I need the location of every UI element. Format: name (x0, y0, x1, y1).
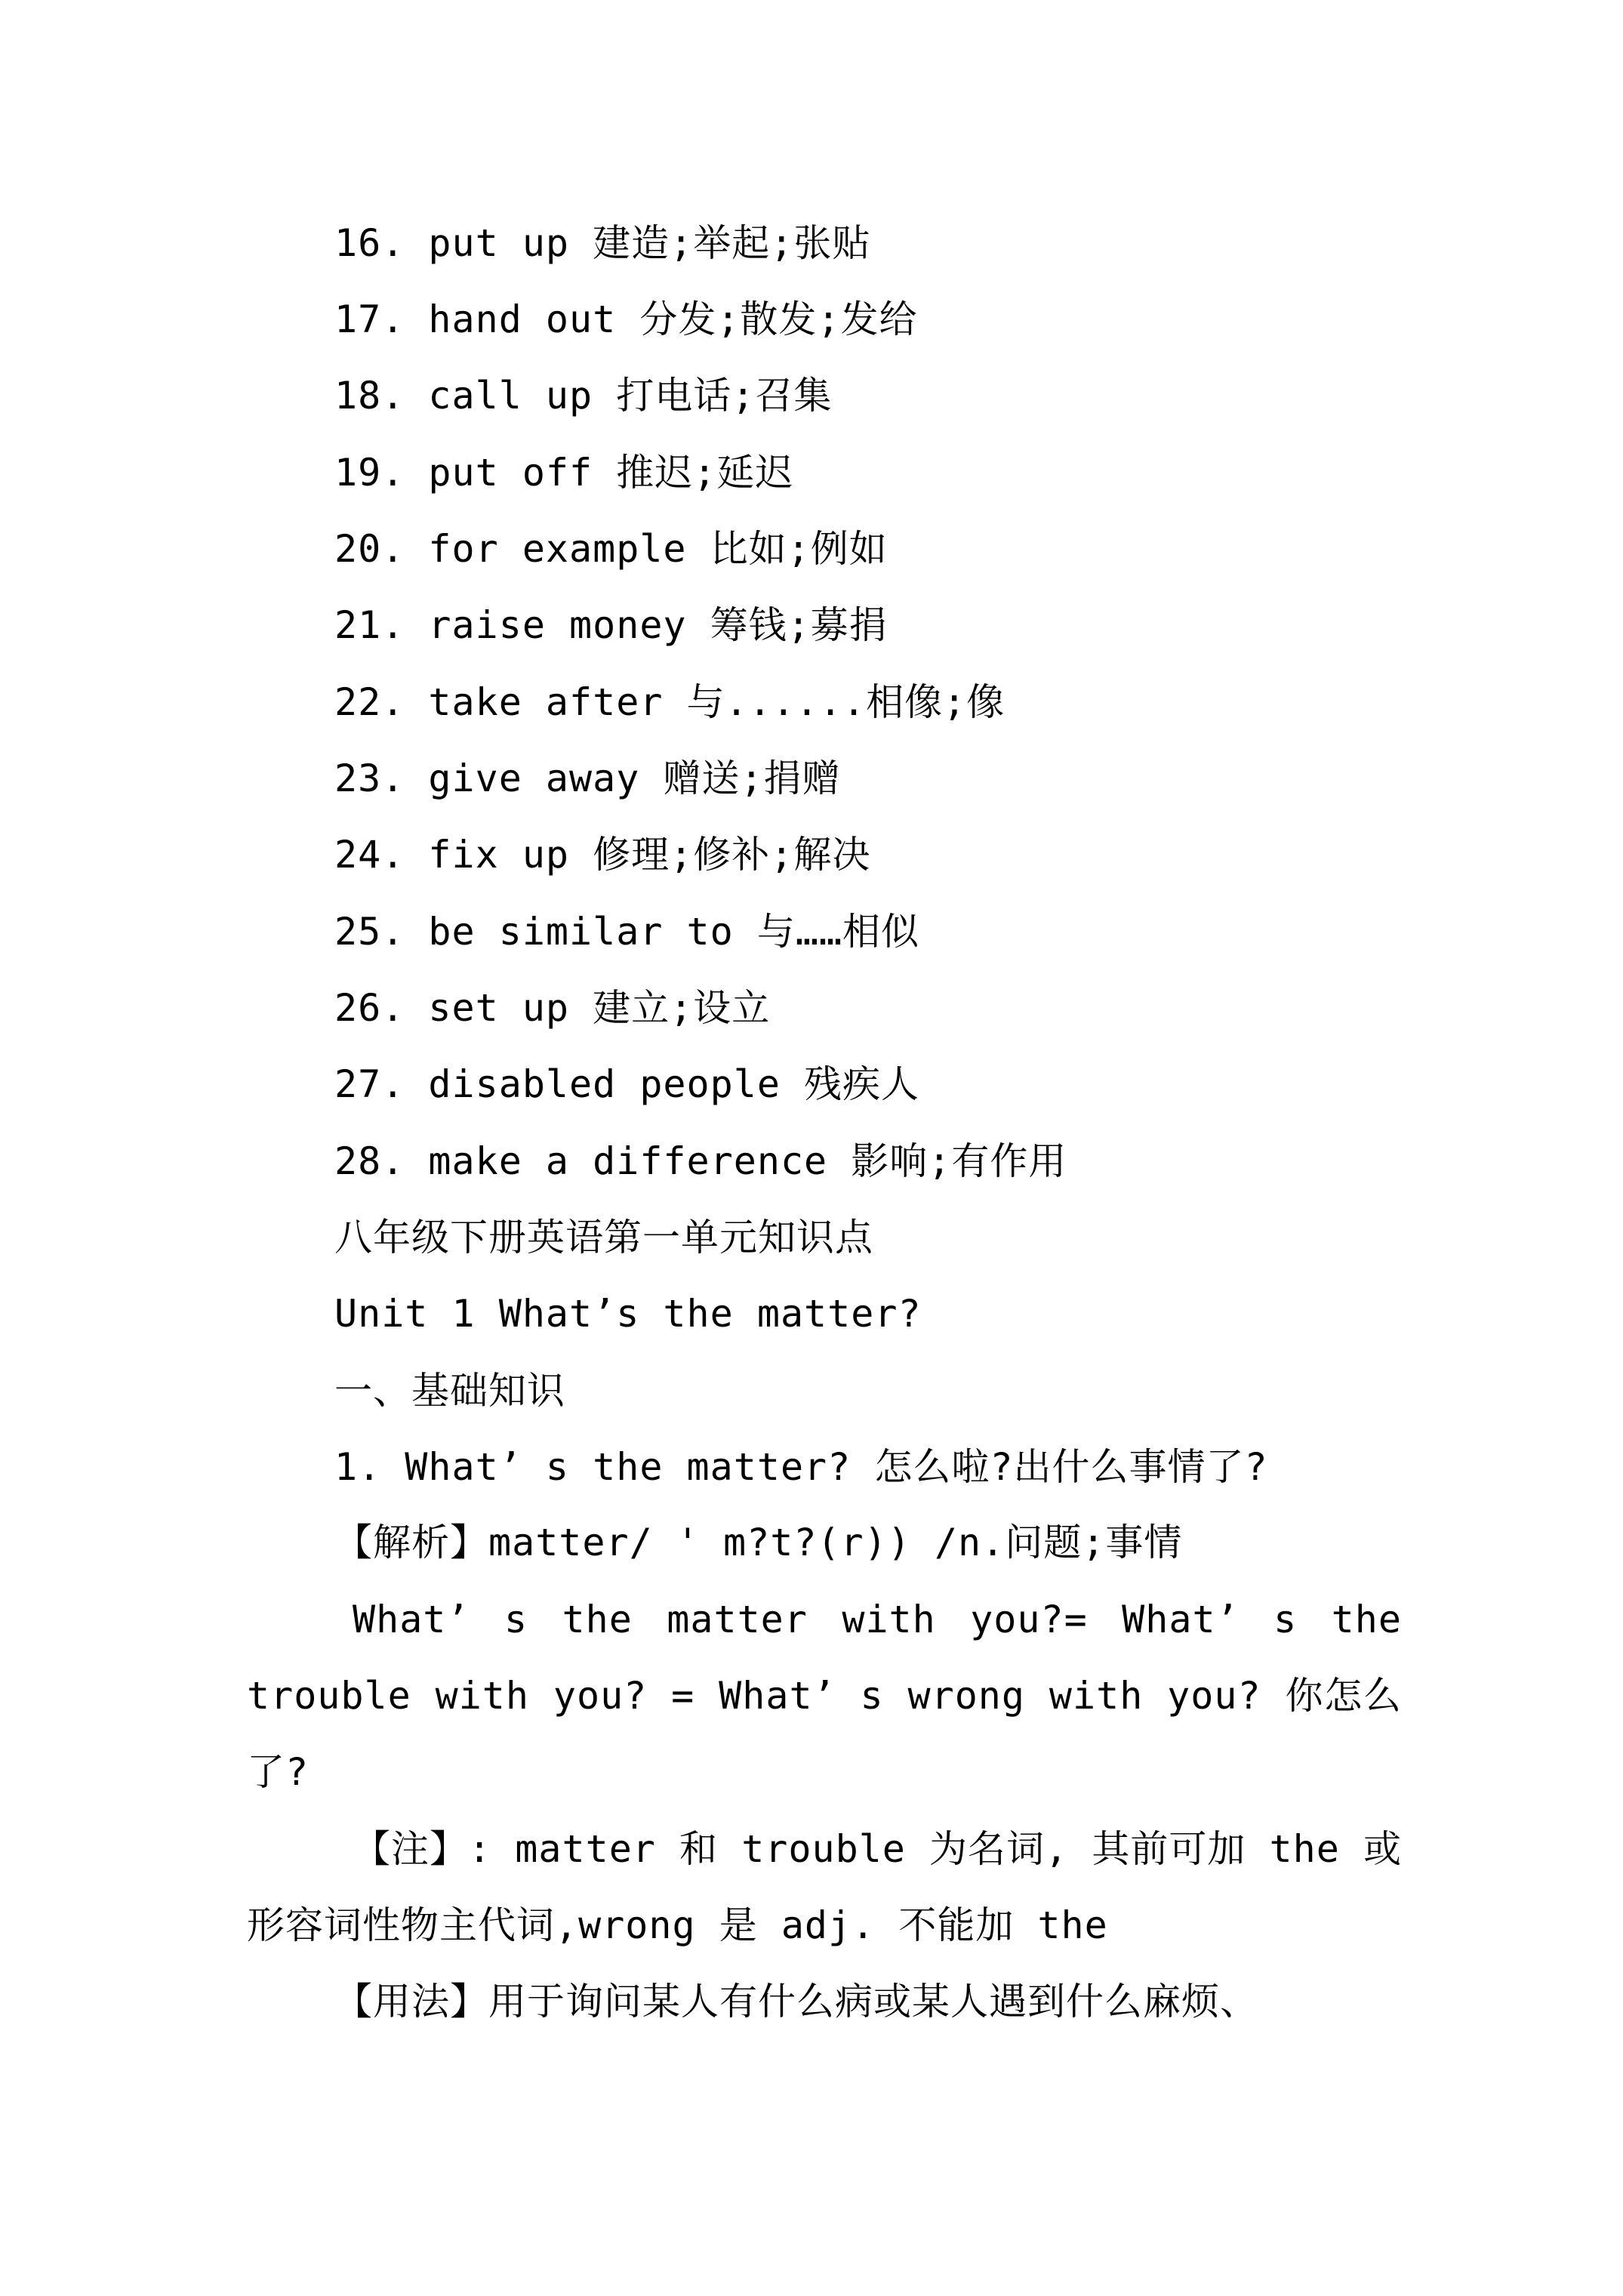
vocab-item-21: 21. raise money 筹钱;募捐 (334, 603, 888, 647)
vocab-item-24: 24. fix up 修理;修补;解决 (334, 833, 871, 877)
vocab-item-17: 17. hand out 分发;散发;发给 (334, 297, 918, 341)
part-heading: 一、基础知识 (334, 1369, 565, 1413)
usage-paragraph: 【用法】用于询问某人有什么病或某人遇到什么麻烦、 (334, 1980, 1258, 2023)
vocab-item-26: 26. set up 建立;设立 (334, 986, 771, 1030)
vocab-item-28: 28. make a difference 影响;有作用 (334, 1139, 1067, 1183)
note-paragraph: 【注】: matter 和 trouble 为名词, 其前可加 the 或形容词性物主代词,wrong 是 adj. 不能加 the (247, 1827, 1402, 1947)
vocab-item-22: 22. take after 与......相像;像 (334, 680, 1006, 724)
vocab-item-27: 27. disabled people 残疾人 (334, 1062, 920, 1106)
vocab-item-20: 20. for example 比如;例如 (334, 527, 888, 571)
example-paragraph: What’ s the matter with you?= What’ s the trouble with you? = What’ s wrong with you? 你怎么了? (247, 1598, 1402, 1794)
analysis-paragraph: 【解析】matter/ ' m?t?(r)) /n.问题;事情 (334, 1521, 1183, 1564)
vocab-item-25: 25. be similar to 与……相似 (334, 910, 920, 954)
unit-title: Unit 1 What’s the matter? (334, 1292, 922, 1336)
vocab-item-18: 18. call up 打电话;召集 (334, 374, 833, 418)
section-title: 八年级下册英语第一单元知识点 (334, 1216, 873, 1259)
vocab-item-16: 16. put up 建造;举起;张贴 (334, 221, 871, 265)
item-1-question: 1. What’ s the matter? 怎么啦?出什么事情了? (334, 1445, 1268, 1489)
vocab-item-19: 19. put off 推迟;延迟 (334, 451, 794, 495)
vocab-item-23: 23. give away 赠送;捐赠 (334, 757, 841, 800)
